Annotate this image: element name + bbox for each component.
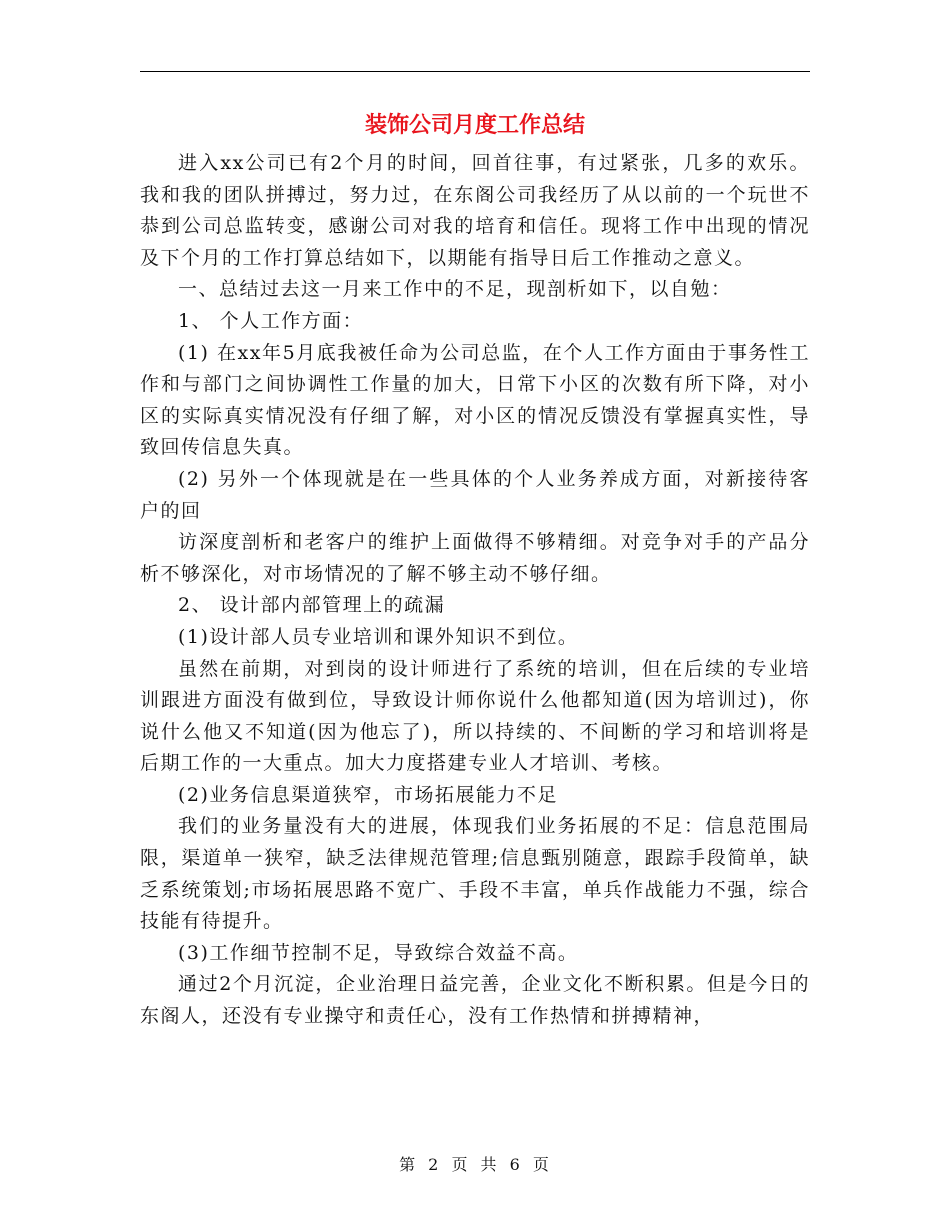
paragraph-channel-heading: (2)业务信息渠道狭窄，市场拓展能力不足 bbox=[178, 783, 558, 806]
paragraph-training-body: 虽然在前期，对到岗的设计师进行了系统的培训，但在后续的专业培训跟进方面没有做到位，导致设计师你说什么他都知道(因为培训过)，你说什么他又不知道(因为他忘了)，所以持续的、不间断的学习和培训将是后期工作的一大重点。加大力度搭建专业人才培训、考核。 bbox=[140, 657, 810, 775]
page-number-footer: 第 2 页 共 6 页 bbox=[399, 1155, 551, 1174]
paragraph-detail-body: 通过2个月沉淀，企业治理日益完善，企业文化不断积累。但是今日的东阁人，还没有专业操守和责任心，没有工作热情和拼搏精神， bbox=[140, 973, 810, 1028]
paragraph-detail-heading: (3)工作细节控制不足，导致综合效益不高。 bbox=[178, 941, 579, 964]
header-rule bbox=[140, 71, 810, 72]
paragraph-item-1: (1) 在xx年5月底我被任命为公司总监，在个人工作方面由于事务性工作和与部门之间协调性工作量的加大，日常下小区的次数有所下降，对小区的实际真实情况没有仔细了解，对小区的情况反馈没有掌握真实性，导致回传信息失真。 bbox=[140, 341, 810, 459]
document-title: 装饰公司月度工作总结 bbox=[364, 112, 585, 138]
paragraph-training-heading: (1)设计部人员专业培训和课外知识不到位。 bbox=[178, 625, 579, 648]
paragraph-intro: 进入xx公司已有2个月的时间，回首往事，有过紧张，几多的欢乐。我和我的团队拼搏过，努力过，在东阁公司我经历了从以前的一个玩世不恭到公司总监转变，感谢公司对我的培育和信任。现将工作中出现的情况及下个月的工作打算总结如下，以期能有指导日后工作推动之意义。 bbox=[140, 152, 810, 269]
section-heading-1: 一、总结过去这一月来工作中的不足，现剖析如下，以自勉： bbox=[178, 278, 732, 301]
subsection-heading-personal-work: 1、 个人工作方面： bbox=[178, 309, 364, 332]
paragraph-item-2: (2) 另外一个体现就是在一些具体的个人业务养成方面，对新接待客户的回 bbox=[140, 467, 810, 522]
document-body bbox=[140, 148, 810, 1033]
subsection-heading-design-dept: 2、 设计部内部管理上的疏漏 bbox=[178, 594, 446, 617]
paragraph-item-2-continued: 访深度剖析和老客户的维护上面做得不够精细。对竞争对手的产品分析不够深化，对市场情况的了解不够主动不够仔细。 bbox=[140, 531, 810, 585]
paragraph-channel-body: 我们的业务量没有大的进展，体现我们业务拓展的不足：信息范围局限，渠道单一狭窄，缺乏法律规范管理;信息甄别随意，跟踪手段简单，缺乏系统策划;市场拓展思路不宽广、手段不丰富，单兵作战能力不强，综合技能有待提升。 bbox=[140, 815, 810, 933]
